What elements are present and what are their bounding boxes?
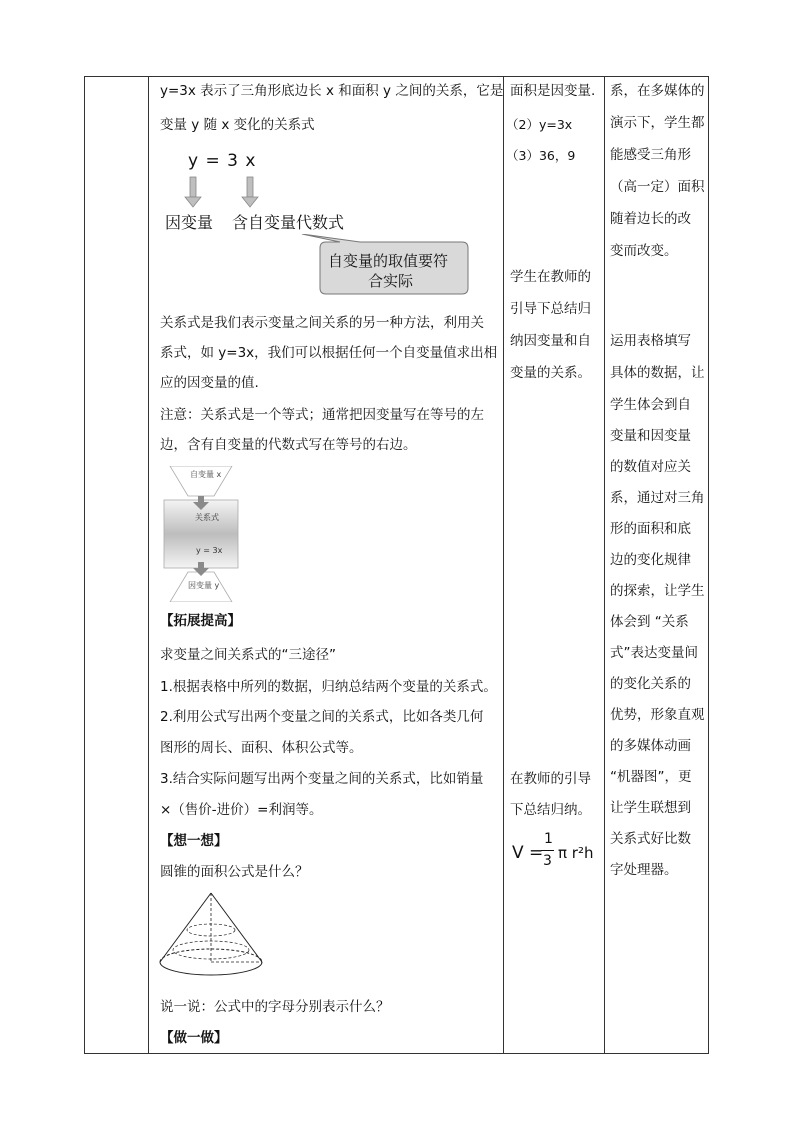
formula-rhs: π r²h [558, 844, 594, 862]
activity-line: 在教师的引导 [510, 771, 591, 787]
cone-diagram [158, 890, 266, 978]
callout-text: 合实际 [368, 272, 414, 290]
paragraph-line: y=3x 表示了三角形底边长 x 和面积 y 之间的关系，它是 [160, 83, 504, 99]
section-heading: 【做一做】 [160, 1030, 228, 1046]
list-item: 1.根据表格中所列的数据，归纳总结两个变量的关系式。 [160, 679, 497, 695]
list-item: ×（售价-进价）=利润等。 [160, 802, 323, 818]
intent-line: 让学生联想到 [610, 800, 691, 816]
column-divider [148, 77, 149, 1053]
machine-center-label: 关系式 [195, 513, 219, 522]
intent-line: （高一定）面积 [610, 179, 705, 195]
paragraph-line: 应的因变量的值. [160, 375, 259, 391]
intent-line: 随着边长的改 [610, 211, 691, 227]
intent-line: 的多媒体动画 [610, 738, 691, 754]
activity-line: 纳因变量和自 [510, 333, 591, 349]
section-heading: 【拓展提高】 [160, 613, 241, 629]
dependent-variable-label: 因变量 [165, 213, 214, 232]
note-line: 边，含有自变量的代数式写在等号的右边。 [160, 437, 417, 453]
machine-input-label: 自变量 x [190, 470, 222, 479]
activity-line: 变量的关系。 [510, 365, 591, 381]
paragraph-line: 关系式是我们表示变量之间关系的另一种方法，利用关 [160, 315, 484, 331]
intent-line: “机器图”，更 [610, 769, 692, 785]
answer-line: （3）36，9 [506, 148, 576, 163]
column-divider [503, 77, 504, 1053]
paragraph-line: 变量 y 随 x 变化的关系式 [160, 117, 315, 133]
fraction-denominator: 3 [543, 853, 552, 869]
list-item: 2.利用公式写出两个变量之间的关系式，比如各类几何 [160, 709, 484, 725]
formula-text: y = 3 x [188, 151, 257, 171]
list-item: 图形的周长、面积、体积公式等。 [160, 740, 363, 756]
intent-line: 边的变化规律 [610, 552, 691, 568]
answer-line: （2）y=3x [506, 117, 573, 132]
intent-line: 形的面积和底 [610, 521, 691, 537]
intent-line: 变而改变。 [610, 243, 678, 259]
intent-line: 具体的数据，让 [610, 365, 705, 381]
paragraph-line: 系式，如 y=3x，我们可以根据任何一个自变量值求出相 [160, 345, 498, 361]
activity-line: 学生在教师的 [510, 269, 591, 285]
intent-line: 式”表达变量间 [610, 645, 698, 661]
fraction-numerator: 1 [544, 831, 553, 847]
list-item: 3.结合实际问题写出两个变量之间的关系式，比如销量 [160, 771, 484, 787]
intent-line: 系，在多媒体的 [610, 83, 705, 99]
answer-line: 面积是因变量. [510, 83, 596, 99]
machine-formula-label: y = 3x [196, 546, 223, 555]
note-line: 注意：关系式是一个等式；通常把因变量写在等号的左 [160, 407, 484, 423]
intent-line: 优势，形象直观 [610, 707, 705, 723]
paragraph-line: 求变量之间关系式的“三途径” [160, 647, 336, 663]
expression-label: 含自变量代数式 [232, 213, 345, 232]
intent-line: 能感受三角形 [610, 147, 691, 163]
paragraph-line: 说一说：公式中的字母分别表示什么？ [160, 999, 390, 1015]
intent-line: 学生体会到自 [610, 397, 691, 413]
down-arrows-graphic [180, 175, 270, 211]
column-divider [604, 77, 605, 1053]
machine-output-label: 因变量 y [188, 581, 220, 590]
fraction-bar [541, 850, 554, 851]
intent-line: 关系式好比数 [610, 831, 691, 847]
intent-line: 的探索，让学生 [610, 583, 705, 599]
question-text: 圆锥的面积公式是什么？ [160, 864, 309, 880]
intent-line: 系，通过对三角 [610, 490, 705, 506]
intent-line: 演示下，学生都 [610, 115, 705, 131]
intent-line: 变量和因变量 [610, 428, 691, 444]
intent-line: 运用表格填写 [610, 333, 691, 349]
intent-line: 字处理器。 [610, 862, 678, 878]
formula-lhs: V = [512, 843, 544, 863]
callout-text: 自变量的取值要符 [328, 252, 449, 270]
activity-line: 下总结归纳。 [510, 802, 591, 818]
section-heading: 【想一想】 [160, 833, 228, 849]
intent-line: 的数值对应关 [610, 459, 691, 475]
intent-line: 的变化关系的 [610, 676, 691, 692]
activity-line: 引导下总结归 [510, 301, 591, 317]
intent-line: 体会到 “关系 [610, 614, 689, 630]
